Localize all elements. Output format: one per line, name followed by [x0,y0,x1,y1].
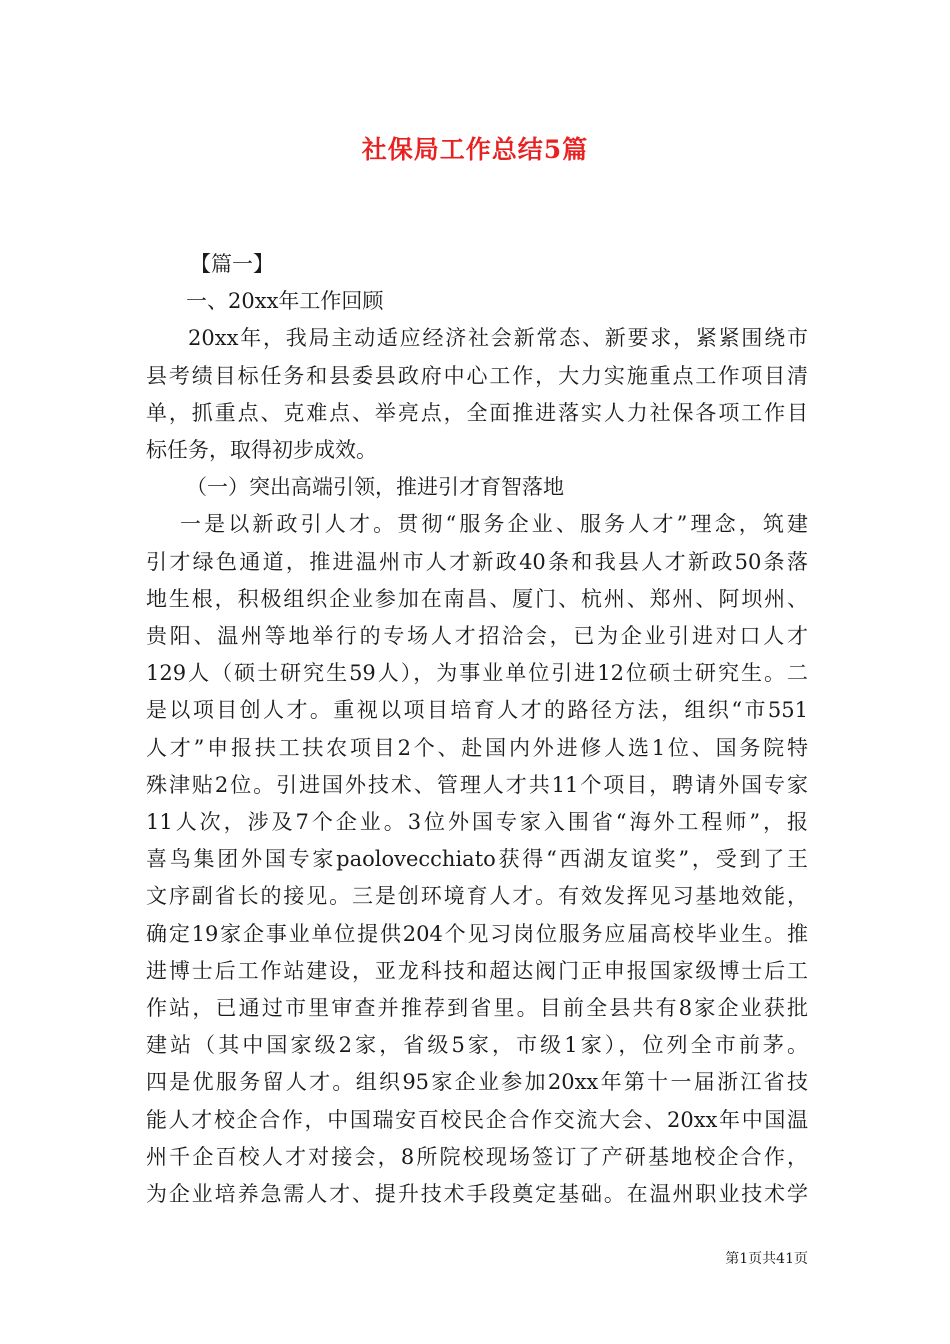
paragraph-line: 129人（硕士研究生59人），为事业单位引进12位硕士研究生。二 [146,661,808,686]
paragraph-line: 20xx年，我局主动适应经济社会新常态、新要求，紧紧围绕市 [188,326,808,351]
paragraph-line: 县考绩目标任务和县委县政府中心工作，大力实施重点工作项目清 [146,363,808,388]
page-number: 第1页共41页 [725,1251,808,1267]
paragraph-line: 文序副省长的接见。三是创环境育人才。有效发挥见习基地效能， [146,884,808,909]
subheading-talent: （一）突出高端引领，推进引才育智落地 [186,475,564,500]
paragraph-line: 地生根，积极组织企业参加在南昌、厦门、杭州、郑州、阿坝州、 [146,586,808,611]
paragraph-line: 四是优服务留人才。组织95家企业参加20xx年第十一届浙江省技 [146,1070,808,1095]
paragraph-line: 单，抓重点、克难点、举亮点，全面推进落实人力社保各项工作目 [146,400,808,425]
heading-review: 一、20xx年工作回顾 [186,289,384,314]
paragraph-talent [146,506,808,1213]
section-label: 【篇一】 [190,252,274,276]
paragraph-line: 确定19家企事业单位提供204个见习岗位服务应届高校毕业生。推 [146,921,808,946]
document-title: 社保局工作总结5篇 [361,135,589,164]
paragraph-line: 是以项目创人才。重视以项目培育人才的路径方法，组织“市551 [146,698,808,723]
paragraph-overview [146,320,808,469]
paragraph-line: 贵阳、温州等地举行的专场人才招洽会，已为企业引进对口人才 [146,624,808,649]
paragraph-line: 人才”申报扶工扶农项目2个、赴国内外进修人选1位、国务院特 [146,735,808,760]
paragraph-line: 州千企百校人才对接会，8所院校现场签订了产研基地校企合作， [146,1144,808,1169]
paragraph-line: 为企业培养急需人才、提升技术手段奠定基础。在温州职业技术学 [146,1182,808,1207]
paragraph-line: 喜鸟集团外国专家paolovecchiato获得“西湖友谊奖”，受到了王 [146,847,808,872]
paragraph-line: 标任务，取得初步成效。 [146,438,377,463]
paragraph-line: 引才绿色通道，推进温州市人才新政40条和我县人才新政50条落 [146,549,808,574]
paragraph-line: 作站，已通过市里审查并推荐到省里。目前全县共有8家企业获批 [146,996,808,1021]
paragraph-line: 建站（其中国家级2家，省级5家，市级1家），位列全市前茅。 [146,1033,808,1058]
paragraph-line: 一是以新政引人才。贯彻“服务企业、服务人才”理念，筑建 [180,512,808,537]
paragraph-line: 11人次，涉及7个企业。3位外国专家入围省“海外工程师”，报 [146,810,808,835]
paragraph-line: 能人才校企合作，中国瑞安百校民企合作交流大会、20xx年中国温 [146,1107,808,1132]
paragraph-line: 进博士后工作站建设，亚龙科技和超达阀门正申报国家级博士后工 [146,958,808,983]
paragraph-line: 殊津贴2位。引进国外技术、管理人才共11个项目，聘请外国专家 [146,772,808,797]
document-body [146,246,808,1213]
